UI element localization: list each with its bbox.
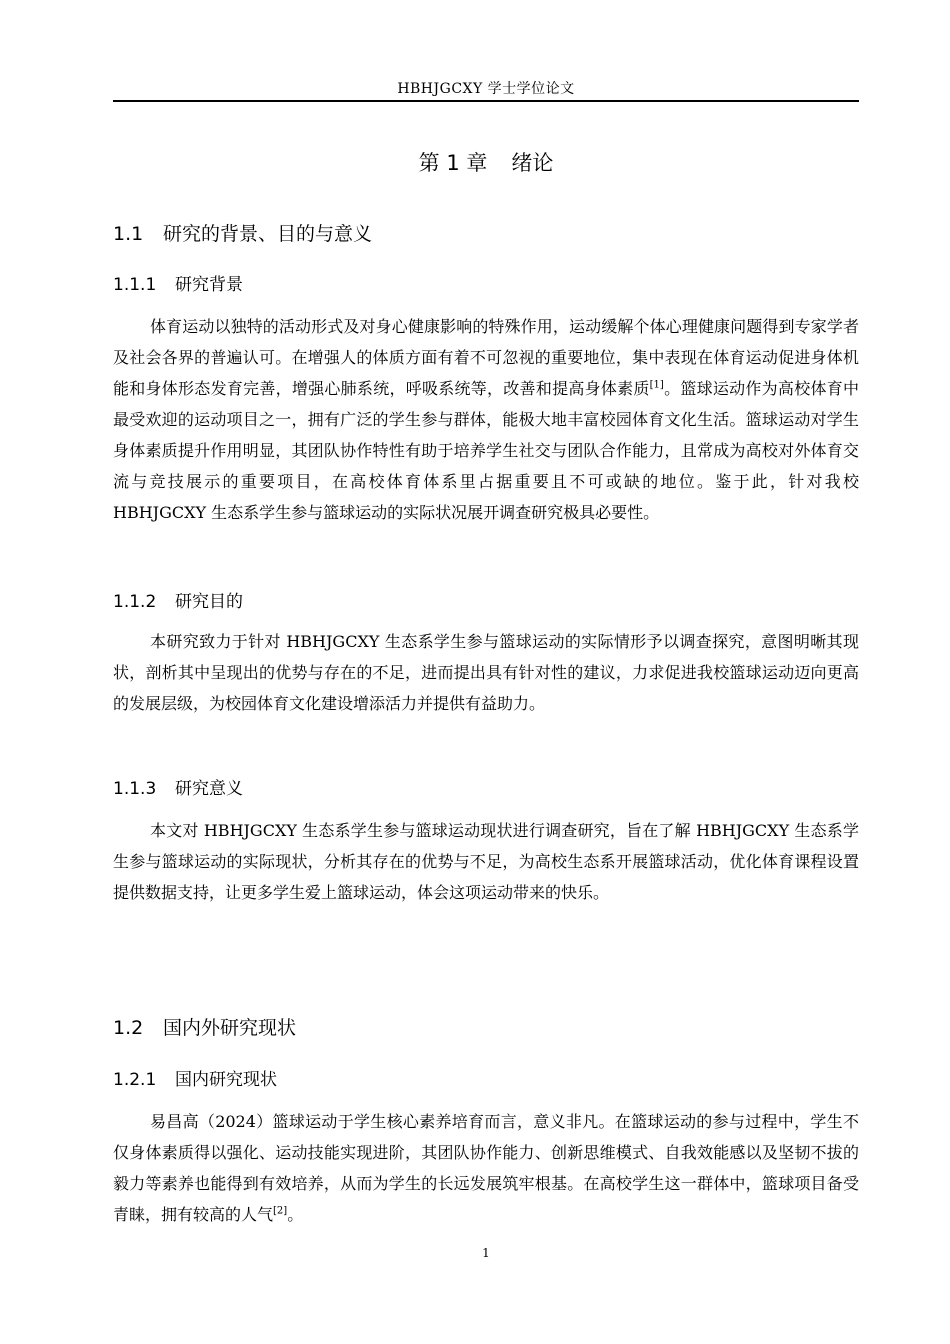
paragraph-research-purpose: 本研究致力于针对 HBHJGCXY 生态系学生参与篮球运动的实际情形予以调查探究，意图明晰其现状，剖析其中呈现出的优势与存在的不足，进而提出具有针对性的建议，力求促进我校篮球运动迈向更高的发展层级，为校园体育文化建设增添活力并提供有益助力。: [113, 632, 859, 713]
subsection-title: 研究背景: [175, 275, 243, 295]
citation-ref: [2]: [273, 1205, 288, 1217]
section-heading-1-2: [113, 1015, 296, 1041]
page-number: 1: [482, 1246, 490, 1260]
paragraph-domestic-research: 易昌高（2024）篮球运动于学生核心素养培育而言，意义非凡。在篮球运动的参与过程中，学生不仅身体素质得以强化、运动技能实现进阶，其团队协作能力、创新思维模式、自我效能感以及坚韧不拔的毅力等素养也能得到有效培养，从而为学生的长远发展筑牢根基。在高校学生这一群体中，篮球项目备受青睐，拥有较高的人气[2]。: [113, 1112, 859, 1224]
citation-ref: [1]: [649, 379, 664, 391]
subsection-number: 1.1.3: [113, 779, 157, 799]
paragraph-research-background: 体育运动以独特的活动形式及对身心健康影响的特殊作用，运动缓解个体心理健康问题得到专家学者及社会各界的普遍认可。在增强人的体质方面有着不可忽视的重要地位，集中表现在体育运动促进身体机能和身体形态发育完善，增强心肺系统，呼吸系统等，改善和提高身体素质[1]。篮球运动作为高校体育中最受欢迎的运动项目之一，拥有广泛的学生参与群体，能极大地丰富校园体育文化生活。篮球运动对学生身体素质提升作用明显，其团队协作特性有助于培养学生社交与团队合作能力，且常成为高校对外体育交流与竞技展示的重要项目，在高校体育体系里占据重要且不可或缺的地位。鉴于此，针对我校 HBHJGCXY 生态系学生参与篮球运动的实际状况展开调查研究极具必要性。: [113, 317, 859, 522]
chapter-title: [113, 149, 859, 177]
running-header: HBHJGCXY 学士学位论文: [397, 81, 575, 97]
subsection-number: 1.1.2: [113, 592, 157, 612]
subsection-heading-1-2-1: [113, 1068, 277, 1092]
section-number: 1.1: [113, 223, 144, 245]
chapter-number: 第 1 章: [418, 151, 488, 175]
subsection-title: 国内研究现状: [175, 1070, 277, 1090]
subsection-heading-1-1-3: [113, 777, 243, 801]
header-rule: [113, 100, 859, 102]
section-title: 国内外研究现状: [163, 1017, 297, 1039]
subsection-heading-1-1-2: [113, 590, 243, 614]
section-number: 1.2: [113, 1017, 144, 1039]
section-heading-1-1: [113, 221, 372, 247]
section-title: 研究的背景、目的与意义: [163, 223, 373, 245]
subsection-heading-1-1-1: [113, 273, 243, 297]
subsection-number: 1.1.1: [113, 275, 157, 295]
subsection-title: 研究目的: [175, 592, 243, 612]
chapter-name: 绪论: [511, 151, 554, 175]
subsection-title: 研究意义: [175, 779, 243, 799]
subsection-number: 1.2.1: [113, 1070, 157, 1090]
paragraph-research-significance: 本文对 HBHJGCXY 生态系学生参与篮球运动现状进行调查研究，旨在了解 HBHJGCXY 生态系学生参与篮球运动的实际现状，分析其存在的优势与不足，为高校生态系开展篮球活动，优化体育课程设置提供数据支持，让更多学生爱上篮球运动，体会这项运动带来的快乐。: [113, 821, 859, 902]
